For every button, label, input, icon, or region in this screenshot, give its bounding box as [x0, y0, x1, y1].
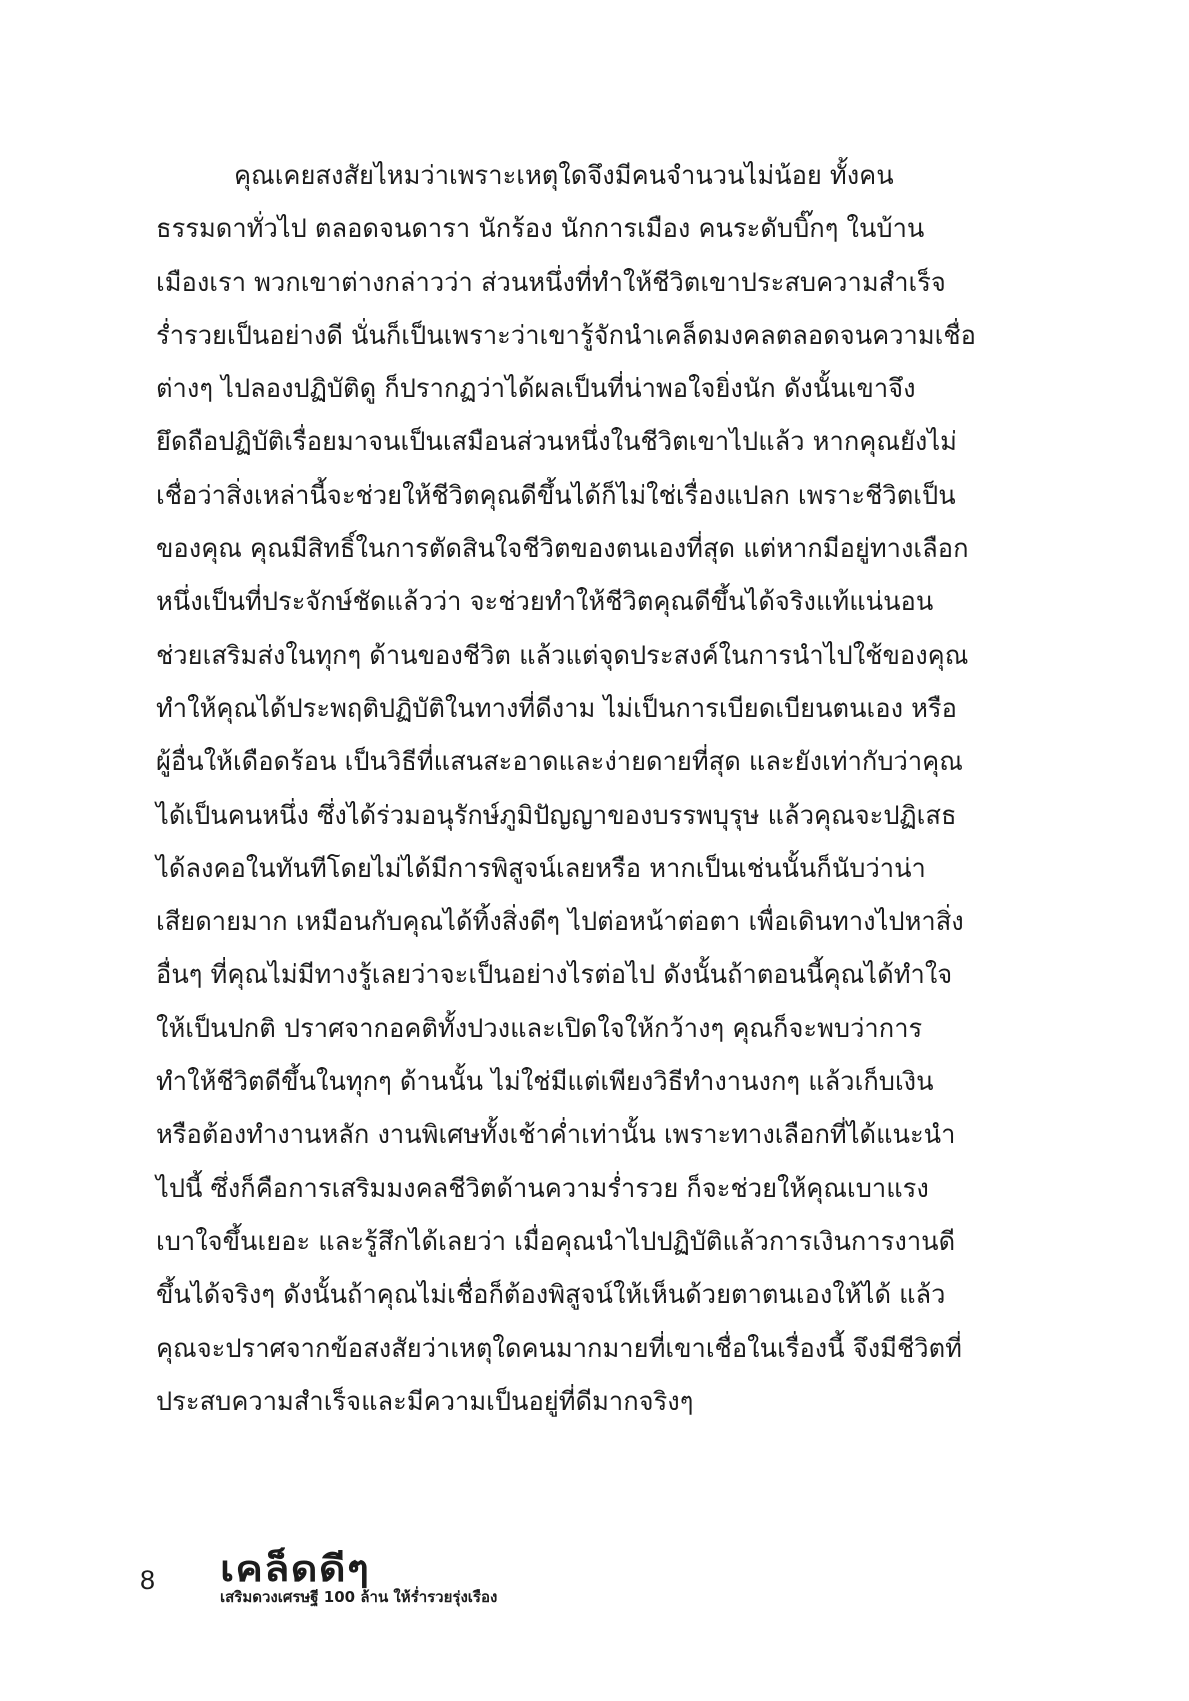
paragraph-line: ได้ลงคอในทันทีโดยไม่ได้มีการพิสูจน์เลยหรือ หากเป็นเช่นนั้นก็นับว่าน่า: [156, 853, 926, 884]
paragraph-line: ให้เป็นปกติ ปราศจากอคติทั้งปวงและเปิดใจให้กว้างๆ คุณก็จะพบว่าการ: [156, 1013, 923, 1044]
paragraph-line: ทำให้ชีวิตดีขึ้นในทุกๆ ด้านนั้น ไม่ใช่มีแต่เพียงวิธีทำงานงกๆ แล้วเก็บเงิน: [156, 1067, 934, 1098]
paragraph-line: ทำให้คุณได้ประพฤติปฏิบัติในทางที่ดีงาม ไม่เป็นการเบียดเบียนตนเอง หรือ: [156, 693, 957, 724]
paragraph-line: เมืองเรา พวกเขาต่างกล่าวว่า ส่วนหนึ่งที่ทำให้ชีวิตเขาประสบความสำเร็จ: [156, 267, 946, 298]
paragraph-line: คุณจะปราศจากข้อสงสัยว่าเหตุใดคนมากมายที่เขาเชื่อในเรื่องนี้ จึงมีชีวิตที่: [156, 1333, 962, 1364]
paragraph-line: ร่ำรวยเป็นอย่างดี นั่นก็เป็นเพราะว่าเขารู้จักนำเคล็ดมงคลตลอดจนความเชื่อ: [156, 320, 976, 351]
page-number: 8: [140, 1565, 156, 1595]
body-paragraph: [156, 150, 991, 1429]
paragraph-line: ของคุณ คุณมีสิทธิ์ในการตัดสินใจชีวิตของตนเองที่สุด แต่หากมีอยู่ทางเลือก: [156, 534, 969, 565]
page-footer: [0, 1540, 1189, 1660]
paragraph-line: ต่างๆ ไปลองปฏิบัติดู ก็ปรากฏว่าได้ผลเป็นที่น่าพอใจยิ่งนัก ดังนั้นเขาจึง: [156, 374, 916, 405]
paragraph-line: หรือต้องทำงานหลัก งานพิเศษทั้งเช้าค่ำเท่านั้น เพราะทางเลือกที่ได้แนะนำ: [156, 1120, 956, 1151]
paragraph-line: คุณเคยสงสัยไหมว่าเพราะเหตุใดจึงมีคนจำนวนไม่น้อย ทั้งคน: [234, 161, 894, 191]
paragraph-line: ช่วยเสริมส่งในทุกๆ ด้านของชีวิต แล้วแต่จุดประสงค์ในการนำไปใช้ของคุณ: [156, 640, 969, 671]
paragraph-line: ยึดถือปฏิบัติเรื่อยมาจนเป็นเสมือนส่วนหนึ่งในชีวิตเขาไปแล้ว หากคุณยังไม่: [156, 427, 957, 458]
paragraph-line: เบาใจขึ้นเยอะ และรู้สึกได้เลยว่า เมื่อคุณนำไปปฏิบัติแล้วการเงินการงานดี: [156, 1226, 956, 1257]
paragraph-line: ไปนี้ ซึ่งก็คือการเสริมมงคลชีวิตด้านความร่ำรวย ก็จะช่วยให้คุณเบาแรง: [156, 1173, 929, 1204]
paragraph-line: ธรรมดาทั่วไป ตลอดจนดารา นักร้อง นักการเมือง คนระดับบิ๊กๆ ในบ้าน: [156, 214, 925, 245]
book-subtitle: เสริมดวงเศรษฐี 100 ล้าน ให้ร่ำรวยรุ่งเรือง: [220, 1588, 498, 1606]
book-title-logo: เคล็ดดีๆ: [220, 1549, 371, 1590]
paragraph-line: ได้เป็นคนหนึ่ง ซึ่งได้ร่วมอนุรักษ์ภูมิปัญญาของบรรพบุรุษ แล้วคุณจะปฏิเสธ: [156, 800, 957, 831]
paragraph-line: เชื่อว่าสิ่งเหล่านี้จะช่วยให้ชีวิตคุณดีขึ้นได้ก็ไม่ใช่เรื่องแปลก เพราะชีวิตเป็น: [156, 480, 956, 511]
paragraph-line: หนึ่งเป็นที่ประจักษ์ชัดแล้วว่า จะช่วยทำให้ชีวิตคุณดีขึ้นได้จริงแท้แน่นอน: [156, 587, 934, 618]
paragraph-line: อื่นๆ ที่คุณไม่มีทางรู้เลยว่าจะเป็นอย่างไรต่อไป ดังนั้นถ้าตอนนี้คุณได้ทำใจ: [156, 960, 953, 991]
paragraph-line: ประสบความสำเร็จและมีความเป็นอยู่ที่ดีมากจริงๆ: [156, 1386, 694, 1417]
paragraph-line: ผู้อื่นให้เดือดร้อน เป็นวิธีที่แสนสะอาดและง่ายดายที่สุด และยังเท่ากับว่าคุณ: [156, 747, 963, 778]
paragraph-line: ขึ้นได้จริงๆ ดังนั้นถ้าคุณไม่เชื่อก็ต้องพิสูจน์ให้เห็นด้วยตาตนเองให้ได้ แล้ว: [156, 1280, 946, 1311]
paragraph-line: เสียดายมาก เหมือนกับคุณได้ทิ้งสิ่งดีๆ ไปต่อหน้าต่อตา เพื่อเดินทางไปหาสิ่ง: [156, 907, 964, 938]
